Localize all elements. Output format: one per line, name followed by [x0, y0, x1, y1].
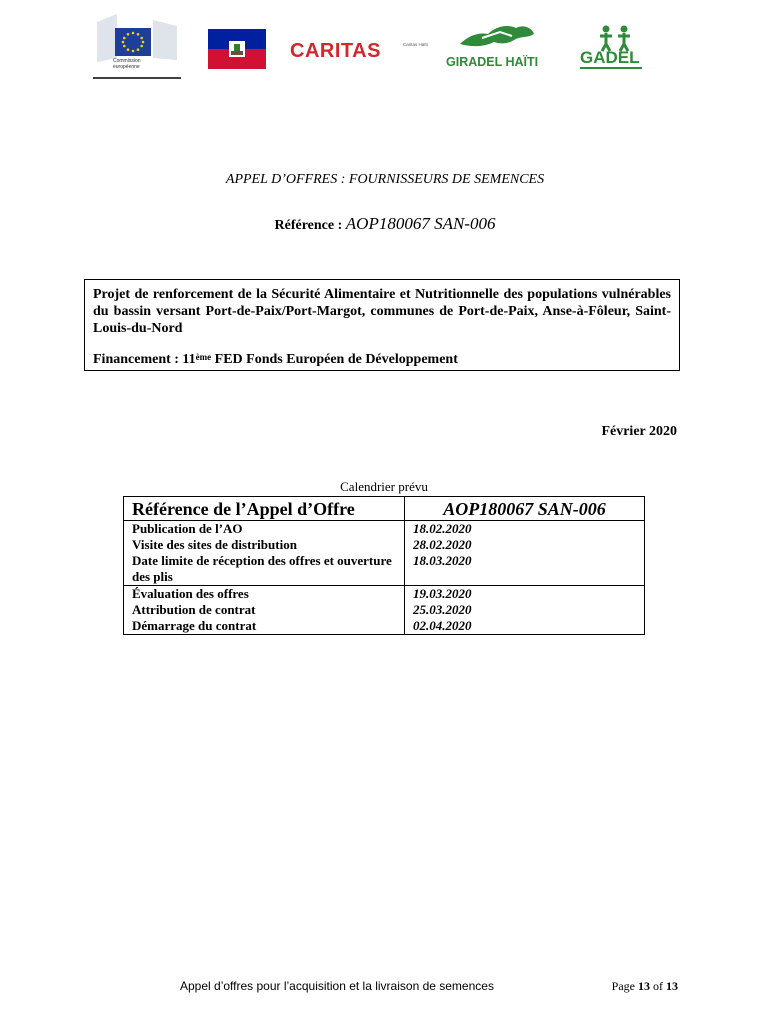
haiti-map-icon: [442, 22, 550, 56]
table-row: [124, 618, 645, 635]
gadel-underline: [580, 67, 642, 69]
calendar-table-block: [123, 478, 645, 635]
gadel-wordmark: GADEL: [580, 48, 640, 67]
footer-text: Appel d’offres pour l’acquisition et la livraison de semences: [180, 979, 494, 993]
eu-caption: Commission européenne: [113, 58, 141, 70]
giradel-wordmark: GIRADEL HAÏTI: [446, 55, 539, 69]
document-title: APPEL D’OFFRES : FOURNISSEURS DE SEMENCES: [225, 172, 545, 187]
calendar-header-value: AOP180067 SAN-006: [405, 497, 645, 521]
calendar-header-row: [124, 497, 645, 521]
calendar-row-label: Démarrage du contrat: [124, 618, 405, 635]
page-total: 13: [666, 979, 678, 993]
page-of: of: [650, 979, 666, 993]
table-row: [124, 586, 645, 603]
calendar-row-date: 18.03.2020: [405, 553, 645, 586]
table-row: [124, 553, 645, 586]
project-text: Projet de renforcement de la Sécurité Alimentaire et Nutritionnelle des populations vulnérables du bassin versant Port-de-Paix/Port-Margot, communes de Port-de-Paix, Anse-à-Fôleur, Saint-Louis-du-Nord: [93, 287, 671, 336]
calendar-row-date: 28.02.2020: [405, 537, 645, 553]
financing-superscript: ème: [195, 352, 212, 362]
document-date: Février 2020: [601, 424, 677, 439]
caritas-subtitle: Caritas Haïti: [403, 42, 428, 47]
financing-suffix: FED Fonds Européen de Développement: [211, 352, 458, 367]
calendar-row-label: Publication de l’AO: [124, 521, 405, 538]
caritas-wordmark: CARITAS: [290, 40, 381, 62]
calendar-caption: Calendrier prévu: [123, 478, 645, 497]
page-prefix: Page: [611, 979, 638, 993]
european-commission-logo: [93, 14, 181, 82]
reference-label: Référence :: [274, 218, 346, 233]
table-row: [124, 521, 645, 538]
reference-value: AOP180067 SAN-006: [345, 214, 496, 233]
calendar-table: [123, 497, 645, 635]
page-number: [612, 979, 678, 994]
calendar-header-label: Référence de l’Appel d’Offre: [124, 497, 405, 521]
reference-line: [0, 214, 770, 234]
financing-line: [93, 351, 671, 368]
haiti-flag-logo: [208, 29, 266, 69]
caritas-logo: [290, 38, 430, 68]
calendar-row-date: 02.04.2020: [405, 618, 645, 635]
calendar-row-label: Évaluation des offres: [124, 586, 405, 603]
calendar-row-date: 25.03.2020: [405, 602, 645, 618]
giradel-haiti-logo: [442, 22, 550, 74]
gadel-logo: [580, 24, 642, 70]
calendar-row-label: Date limite de réception des offres et ouverture des plis: [124, 553, 405, 586]
financing-prefix: Financement : 11: [93, 352, 196, 367]
project-description-box: [84, 279, 680, 371]
calendar-row-date: 18.02.2020: [405, 521, 645, 538]
table-row: [124, 537, 645, 553]
table-row: [124, 602, 645, 618]
calendar-row-label: Attribution de contrat: [124, 602, 405, 618]
page-current: 13: [638, 979, 650, 993]
calendar-row-date: 19.03.2020: [405, 586, 645, 603]
calendar-row-label: Visite des sites de distribution: [124, 537, 405, 553]
